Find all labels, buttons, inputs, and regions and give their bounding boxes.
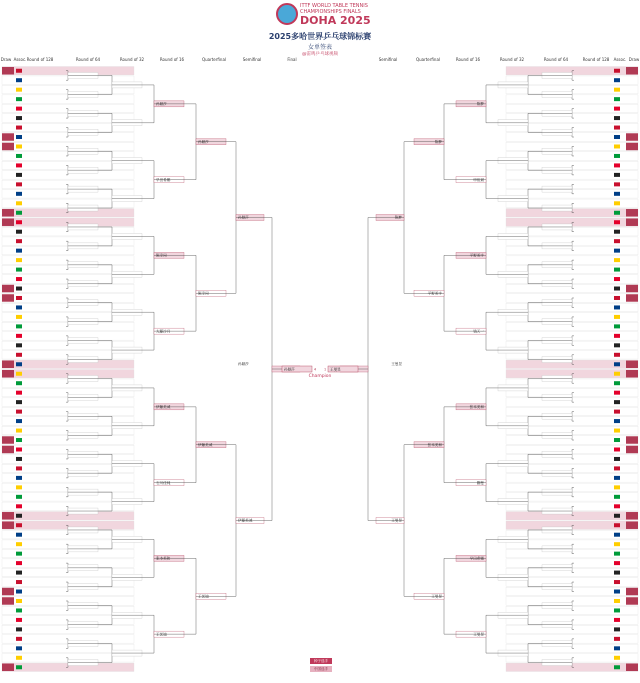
round-header-right-6: Assoc. <box>613 57 627 62</box>
player-name-L-r16: 伊藤美诚 <box>156 405 171 410</box>
flag-icon <box>614 419 620 423</box>
seed-tag-L-23 <box>2 285 14 292</box>
round-header-left-5: Round of 16 <box>159 57 185 62</box>
seed-tag-R-24 <box>626 294 638 301</box>
flag-icon <box>16 315 22 319</box>
flag-icon <box>614 211 620 215</box>
flag-icon <box>614 504 620 508</box>
flag-icon <box>16 173 22 177</box>
flag-icon <box>16 230 22 234</box>
flag-icon <box>614 400 620 404</box>
player-name-L-r16: 早田希娜 <box>156 177 171 182</box>
flag-icon <box>614 343 620 347</box>
round-header-left-2: Round of 128 <box>26 57 54 62</box>
flag-icon <box>16 608 22 612</box>
player-name-R-r16: 蒯曼 <box>476 480 484 485</box>
flag-icon <box>16 362 22 366</box>
player-name-R-qf: 陈梦 <box>434 139 442 144</box>
seed-tag-L-24 <box>2 294 14 301</box>
player-name-L-qf: 王艺迪 <box>198 594 209 599</box>
flag-icon <box>16 201 22 205</box>
flag-icon <box>614 457 620 461</box>
flag-icon <box>16 391 22 395</box>
flag-icon <box>614 324 620 328</box>
flag-icon <box>614 78 620 82</box>
player-name-L-qf: 孙颖莎 <box>198 139 209 144</box>
bracket-line-R-r3 <box>444 407 486 483</box>
flag-icon <box>16 277 22 281</box>
flag-icon <box>614 523 620 527</box>
seed-tag-R-63 <box>626 664 638 671</box>
legend <box>310 658 332 674</box>
round-header-right-5: Round of 128 <box>582 57 610 62</box>
flag-icon <box>16 485 22 489</box>
flag-icon <box>16 514 22 518</box>
flag-icon <box>16 324 22 328</box>
flag-icon <box>16 144 22 148</box>
flag-icon <box>16 466 22 470</box>
flag-icon <box>614 230 620 234</box>
flag-icon <box>16 571 22 575</box>
flag-icon <box>614 277 620 281</box>
flag-icon <box>614 580 620 584</box>
flag-icon <box>16 78 22 82</box>
flag-icon <box>16 400 22 404</box>
round-header-left-3: Round of 64 <box>75 57 101 62</box>
flag-icon <box>614 646 620 650</box>
flag-icon <box>614 599 620 603</box>
finalist-left-name: 孙颖莎 <box>284 367 295 372</box>
flag-icon <box>614 315 620 319</box>
bracket-line-L-r3 <box>154 104 196 180</box>
flag-icon <box>16 249 22 253</box>
seed-tag-R-7 <box>626 133 638 140</box>
flag-icon <box>16 296 22 300</box>
flag-icon <box>16 419 22 423</box>
round-header-left-1: Assoc. <box>13 57 27 62</box>
flag-icon <box>614 447 620 451</box>
seed-tag-L-39 <box>2 436 14 443</box>
flag-icon <box>614 126 620 130</box>
flag-icon <box>16 495 22 499</box>
player-name-R-r16: 张本美和 <box>469 405 484 410</box>
flag-icon <box>16 590 22 594</box>
player-name-R-r16: 钱天一 <box>473 329 484 334</box>
flag-icon <box>16 239 22 243</box>
seed-tag-L-31 <box>2 361 14 368</box>
flag-icon <box>16 268 22 272</box>
flag-icon <box>16 656 22 660</box>
seed-tag-L-48 <box>2 522 14 529</box>
flag-icon <box>614 239 620 243</box>
flag-icon <box>614 173 620 177</box>
bracket-line-R-r5 <box>368 218 404 521</box>
player-name-L-r16: 王艺迪 <box>156 632 167 637</box>
flag-icon <box>614 97 620 101</box>
flag-icon <box>614 353 620 357</box>
flag-icon <box>16 438 22 442</box>
flag-icon <box>614 618 620 622</box>
seed-tag-R-8 <box>626 143 638 150</box>
flag-icon <box>614 571 620 575</box>
flag-icon <box>614 627 620 631</box>
flag-icon <box>16 523 22 527</box>
round-header-left-0: Draw <box>0 57 12 62</box>
seed-tag-L-16 <box>2 219 14 226</box>
flag-icon <box>16 69 22 73</box>
flag-icon <box>16 287 22 291</box>
seed-tag-L-56 <box>2 597 14 604</box>
flag-icon <box>614 258 620 262</box>
flag-icon <box>614 220 620 224</box>
seed-tag-R-47 <box>626 512 638 519</box>
flag-icon <box>16 665 22 669</box>
round-header-right-3: Round of 32 <box>499 57 525 62</box>
player-name-L-r16: 孙颖莎 <box>156 102 167 107</box>
seed-tag-L-15 <box>2 209 14 216</box>
flag-icon <box>614 334 620 338</box>
flag-icon <box>614 88 620 92</box>
flag-icon <box>614 287 620 291</box>
flag-icon <box>614 268 620 272</box>
flag-icon <box>16 258 22 262</box>
bracket-line-L-r4 <box>196 142 236 294</box>
flag-icon <box>614 656 620 660</box>
seed-tag-L-40 <box>2 446 14 453</box>
flag-icon <box>16 305 22 309</box>
flag-icon <box>614 69 620 73</box>
seed-tag-R-48 <box>626 522 638 529</box>
flag-icon <box>614 429 620 433</box>
player-name-L-sf: 伊藤美诚 <box>238 518 253 523</box>
player-name-R-r16: 王曼昱 <box>473 632 484 637</box>
flag-icon <box>16 192 22 196</box>
player-name-R-r16: 陈梦 <box>476 102 484 107</box>
flag-icon <box>614 561 620 565</box>
flag-icon <box>614 296 620 300</box>
flag-icon <box>16 476 22 480</box>
flag-icon <box>614 154 620 158</box>
champion-label: Champion <box>308 374 332 379</box>
flag-icon <box>16 353 22 357</box>
flag-icon <box>614 135 620 139</box>
flag-icon <box>16 381 22 385</box>
flag-icon <box>614 476 620 480</box>
flag-icon <box>16 561 22 565</box>
seed-tag-R-23 <box>626 285 638 292</box>
flag-icon <box>614 116 620 120</box>
logo-line-1: ITTF WORLD TABLE TENNIS <box>300 3 368 9</box>
flag-icon <box>16 97 22 101</box>
round-header-right-1: Quarterfinal <box>415 57 441 62</box>
flag-icon <box>16 542 22 546</box>
round-header-right-0: Semifinal <box>378 57 398 62</box>
player-name-R-r16: 平野美宇 <box>469 253 484 258</box>
flag-icon <box>16 646 22 650</box>
seed-tag-L-63 <box>2 664 14 671</box>
flag-icon <box>614 163 620 167</box>
flag-icon <box>614 182 620 186</box>
flag-icon <box>16 334 22 338</box>
flag-icon <box>614 201 620 205</box>
flag-icon <box>614 514 620 518</box>
player-name-L-qf: 陈幸同 <box>198 291 209 296</box>
round-header-left-7: Semifinal <box>242 57 262 62</box>
bracket-line-L-r3 <box>154 407 196 483</box>
flag-icon <box>614 495 620 499</box>
final-score-right: 1 <box>324 367 327 372</box>
seed-tag-L-47 <box>2 512 14 519</box>
seed-tag-R-15 <box>626 209 638 216</box>
flag-icon <box>16 211 22 215</box>
flag-icon <box>16 220 22 224</box>
flag-icon <box>16 637 22 641</box>
seed-tag-R-16 <box>626 219 638 226</box>
flag-icon <box>614 466 620 470</box>
player-name-R-qf: 平野美宇 <box>427 291 442 296</box>
flag-icon <box>16 154 22 158</box>
player-name-R-r16: 申裕斌 <box>473 177 484 182</box>
semifinal-left-name: 孙颖莎 <box>238 362 249 366</box>
flag-icon <box>16 599 22 603</box>
flag-icon <box>614 590 620 594</box>
player-name-L-r16: 石川佳纯 <box>156 480 171 485</box>
credit-line: @雷鸣乒乓球视频 <box>302 52 338 57</box>
flag-icon <box>614 533 620 537</box>
flag-icon <box>614 391 620 395</box>
bracket-line-R-r3 <box>444 104 486 180</box>
flag-icon <box>16 126 22 130</box>
seed-tag-L-7 <box>2 133 14 140</box>
player-name-R-r16: 早田希娜 <box>469 556 484 561</box>
flag-icon <box>16 429 22 433</box>
flag-icon <box>16 182 22 186</box>
flag-icon <box>614 362 620 366</box>
flag-icon <box>614 637 620 641</box>
finalist-right-name: 王曼昱 <box>330 367 341 372</box>
round-header-left-4: Round of 32 <box>119 57 145 62</box>
legend-qualifier: 中国选手 <box>310 666 332 672</box>
bracket-line-L-r5 <box>236 218 272 521</box>
seed-tag-L-8 <box>2 143 14 150</box>
flag-icon <box>16 447 22 451</box>
flag-icon <box>614 438 620 442</box>
flag-icon <box>614 249 620 253</box>
player-name-R-sf: 王曼昱 <box>391 518 402 523</box>
player-name-R-sf: 陈梦 <box>394 215 402 220</box>
flag-icon <box>614 410 620 414</box>
flag-icon <box>614 192 620 196</box>
player-name-L-sf: 孙颖莎 <box>238 215 249 220</box>
flag-icon <box>614 381 620 385</box>
seed-tag-L-0 <box>2 67 14 74</box>
flag-icon <box>16 552 22 556</box>
player-name-L-qf: 伊藤美诚 <box>198 442 213 447</box>
seed-tag-R-39 <box>626 436 638 443</box>
round-header-right-2: Round of 16 <box>455 57 481 62</box>
flag-icon <box>16 107 22 111</box>
flag-icon <box>16 504 22 508</box>
round-header-left-8: Final <box>287 57 297 62</box>
bracket-line-R-r4 <box>404 445 444 597</box>
bracket-line-R-r4 <box>404 142 444 294</box>
flag-icon <box>614 485 620 489</box>
seed-tag-R-31 <box>626 361 638 368</box>
flag-icon <box>614 552 620 556</box>
flag-icon <box>16 580 22 584</box>
page-title: 2025多哈世界乒乓球锦标赛 <box>268 32 372 41</box>
flag-icon <box>614 107 620 111</box>
flag-icon <box>614 608 620 612</box>
seed-tag-R-55 <box>626 588 638 595</box>
flag-icon <box>16 457 22 461</box>
flag-icon <box>614 305 620 309</box>
player-name-L-r16: 陈幸同 <box>156 253 167 258</box>
seed-tag-L-55 <box>2 588 14 595</box>
flag-icon <box>614 665 620 669</box>
player-name-R-qf: 张本美和 <box>427 442 442 447</box>
flag-icon <box>16 618 22 622</box>
logo-title: DOHA 2025 <box>300 14 371 27</box>
final-score-left: 4 <box>314 367 317 372</box>
flag-icon <box>614 542 620 546</box>
seed-tag-R-0 <box>626 67 638 74</box>
round-header-right-4: Round of 64 <box>543 57 569 62</box>
flag-icon <box>16 533 22 537</box>
seed-tag-R-40 <box>626 446 638 453</box>
player-name-R-qf: 王曼昱 <box>431 594 442 599</box>
player-name-L-r16: 张本美和 <box>156 556 171 561</box>
logo-line-2: CHAMPIONSHIPS FINALS <box>300 9 361 15</box>
flag-icon <box>16 116 22 120</box>
flag-icon <box>16 343 22 347</box>
flag-icon <box>16 135 22 139</box>
seed-tag-R-56 <box>626 597 638 604</box>
semifinal-right-name: 王曼昱 <box>391 362 402 366</box>
player-name-L-r16: 大藤沙月 <box>156 329 171 334</box>
round-header-left-6: Quarterfinal <box>201 57 227 62</box>
flag-icon <box>16 410 22 414</box>
flag-icon <box>16 163 22 167</box>
flag-icon <box>16 88 22 92</box>
page-subtitle: 女单签表 <box>307 44 332 51</box>
legend-seed: 种子选手 <box>310 658 332 664</box>
bracket-line-L-r4 <box>196 445 236 597</box>
flag-icon <box>16 627 22 631</box>
round-header-right-7: Draw <box>628 57 640 62</box>
flag-icon <box>614 144 620 148</box>
